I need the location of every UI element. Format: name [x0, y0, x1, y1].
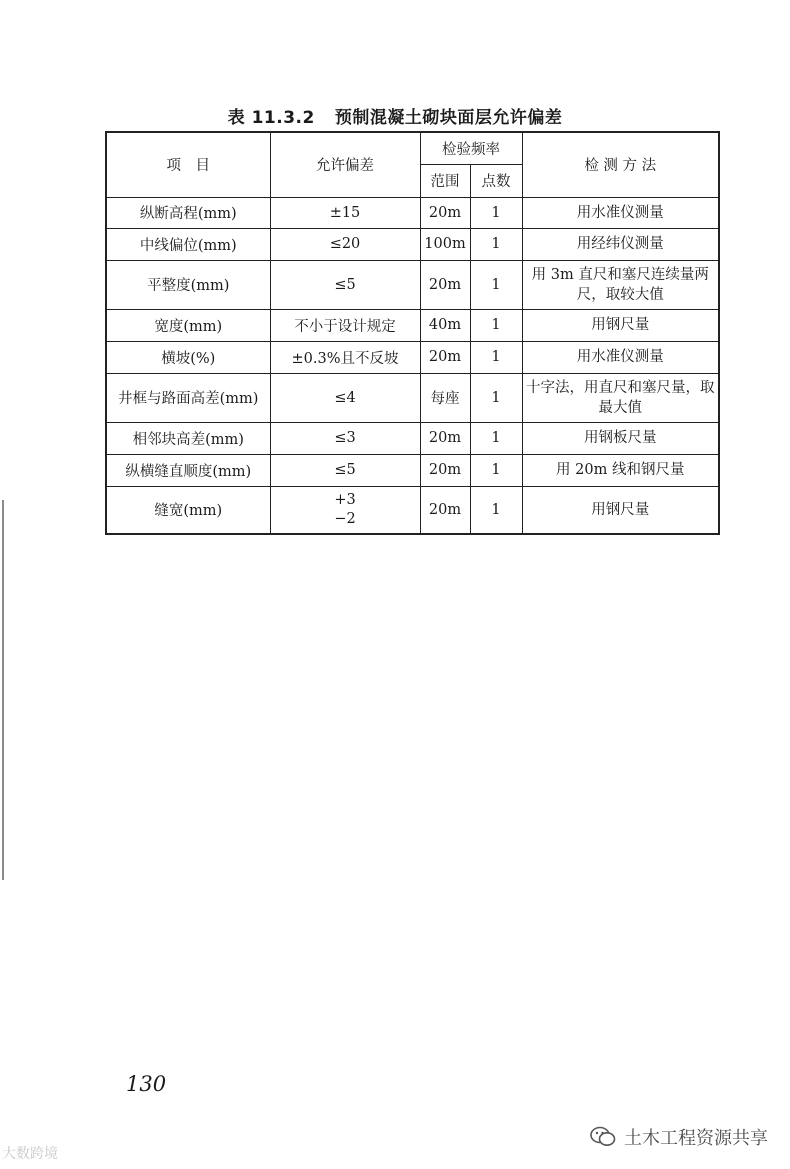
header-frequency: 检验频率	[420, 132, 522, 164]
cell-scope: 20m	[420, 422, 470, 454]
cell-tolerance: ±0.3%且不反坡	[270, 341, 420, 373]
cell-item: 缝宽(mm)	[106, 486, 270, 534]
watermark-right-text: 土木工程资源共享	[624, 1128, 768, 1149]
table-caption	[0, 103, 790, 128]
tolerance-table	[105, 131, 720, 535]
cell-method: 用钢尺量	[522, 486, 719, 534]
cell-item: 井框与路面高差(mm)	[106, 373, 270, 422]
header-tolerance: 允许偏差	[270, 132, 420, 197]
cell-item: 相邻块高差(mm)	[106, 422, 270, 454]
cell-method: 用水准仪测量	[522, 341, 719, 373]
cell-method: 用 3m 直尺和塞尺连续量两尺，取较大值	[522, 260, 719, 309]
cell-tolerance: ±15	[270, 197, 420, 228]
cell-tolerance: ≤4	[270, 373, 420, 422]
header-scope: 范围	[420, 164, 470, 197]
cell-points: 1	[470, 422, 522, 454]
cell-tolerance: ≤5	[270, 260, 420, 309]
table-number: 表 11.3.2	[227, 108, 315, 128]
cell-tolerance: ≤20	[270, 228, 420, 260]
cell-tolerance: ≤3	[270, 422, 420, 454]
cell-scope: 20m	[420, 454, 470, 486]
cell-scope: 20m	[420, 341, 470, 373]
cell-item: 宽度(mm)	[106, 309, 270, 341]
header-method: 检 测 方 法	[522, 132, 719, 197]
cell-points: 1	[470, 373, 522, 422]
tolerance-lower: −2	[334, 510, 356, 527]
header-points: 点数	[470, 164, 522, 197]
cell-points: 1	[470, 454, 522, 486]
cell-points: 1	[470, 228, 522, 260]
cell-scope: 100m	[420, 228, 470, 260]
cell-points: 1	[470, 341, 522, 373]
cell-tolerance	[270, 486, 420, 534]
cell-scope: 20m	[420, 486, 470, 534]
cell-points: 1	[470, 486, 522, 534]
cell-points: 1	[470, 260, 522, 309]
cell-method: 用 20m 线和钢尺量	[522, 454, 719, 486]
cell-item: 纵断高程(mm)	[106, 197, 270, 228]
table-row	[106, 260, 719, 309]
cell-method: 用钢尺量	[522, 309, 719, 341]
table-row	[106, 486, 719, 534]
table-row	[106, 373, 719, 422]
table-title: 预制混凝土砌块面层允许偏差	[334, 108, 563, 128]
table-row	[106, 422, 719, 454]
tolerance-upper: +3	[334, 491, 356, 508]
wechat-icon	[590, 1126, 616, 1148]
watermark-right	[590, 1124, 768, 1150]
cell-scope: 40m	[420, 309, 470, 341]
table-row	[106, 341, 719, 373]
cell-method: 用水准仪测量	[522, 197, 719, 228]
cell-scope: 20m	[420, 260, 470, 309]
cell-tolerance: ≤5	[270, 454, 420, 486]
scan-edge-line	[2, 500, 4, 880]
table-row	[106, 228, 719, 260]
cell-method: 十字法，用直尺和塞尺量，取最大值	[522, 373, 719, 422]
cell-method: 用经纬仪测量	[522, 228, 719, 260]
cell-scope: 每座	[420, 373, 470, 422]
watermark-left: 大数跨境	[2, 1146, 58, 1162]
table-row	[106, 454, 719, 486]
table-row	[106, 309, 719, 341]
cell-item: 纵横缝直顺度(mm)	[106, 454, 270, 486]
cell-item: 横坡(%)	[106, 341, 270, 373]
cell-method: 用钢板尺量	[522, 422, 719, 454]
header-item: 项 目	[106, 132, 270, 197]
table-row	[106, 197, 719, 228]
cell-tolerance: 不小于设计规定	[270, 309, 420, 341]
cell-scope: 20m	[420, 197, 470, 228]
cell-item: 中线偏位(mm)	[106, 228, 270, 260]
page-number: 130	[126, 1072, 167, 1096]
cell-points: 1	[470, 197, 522, 228]
cell-points: 1	[470, 309, 522, 341]
cell-item: 平整度(mm)	[106, 260, 270, 309]
